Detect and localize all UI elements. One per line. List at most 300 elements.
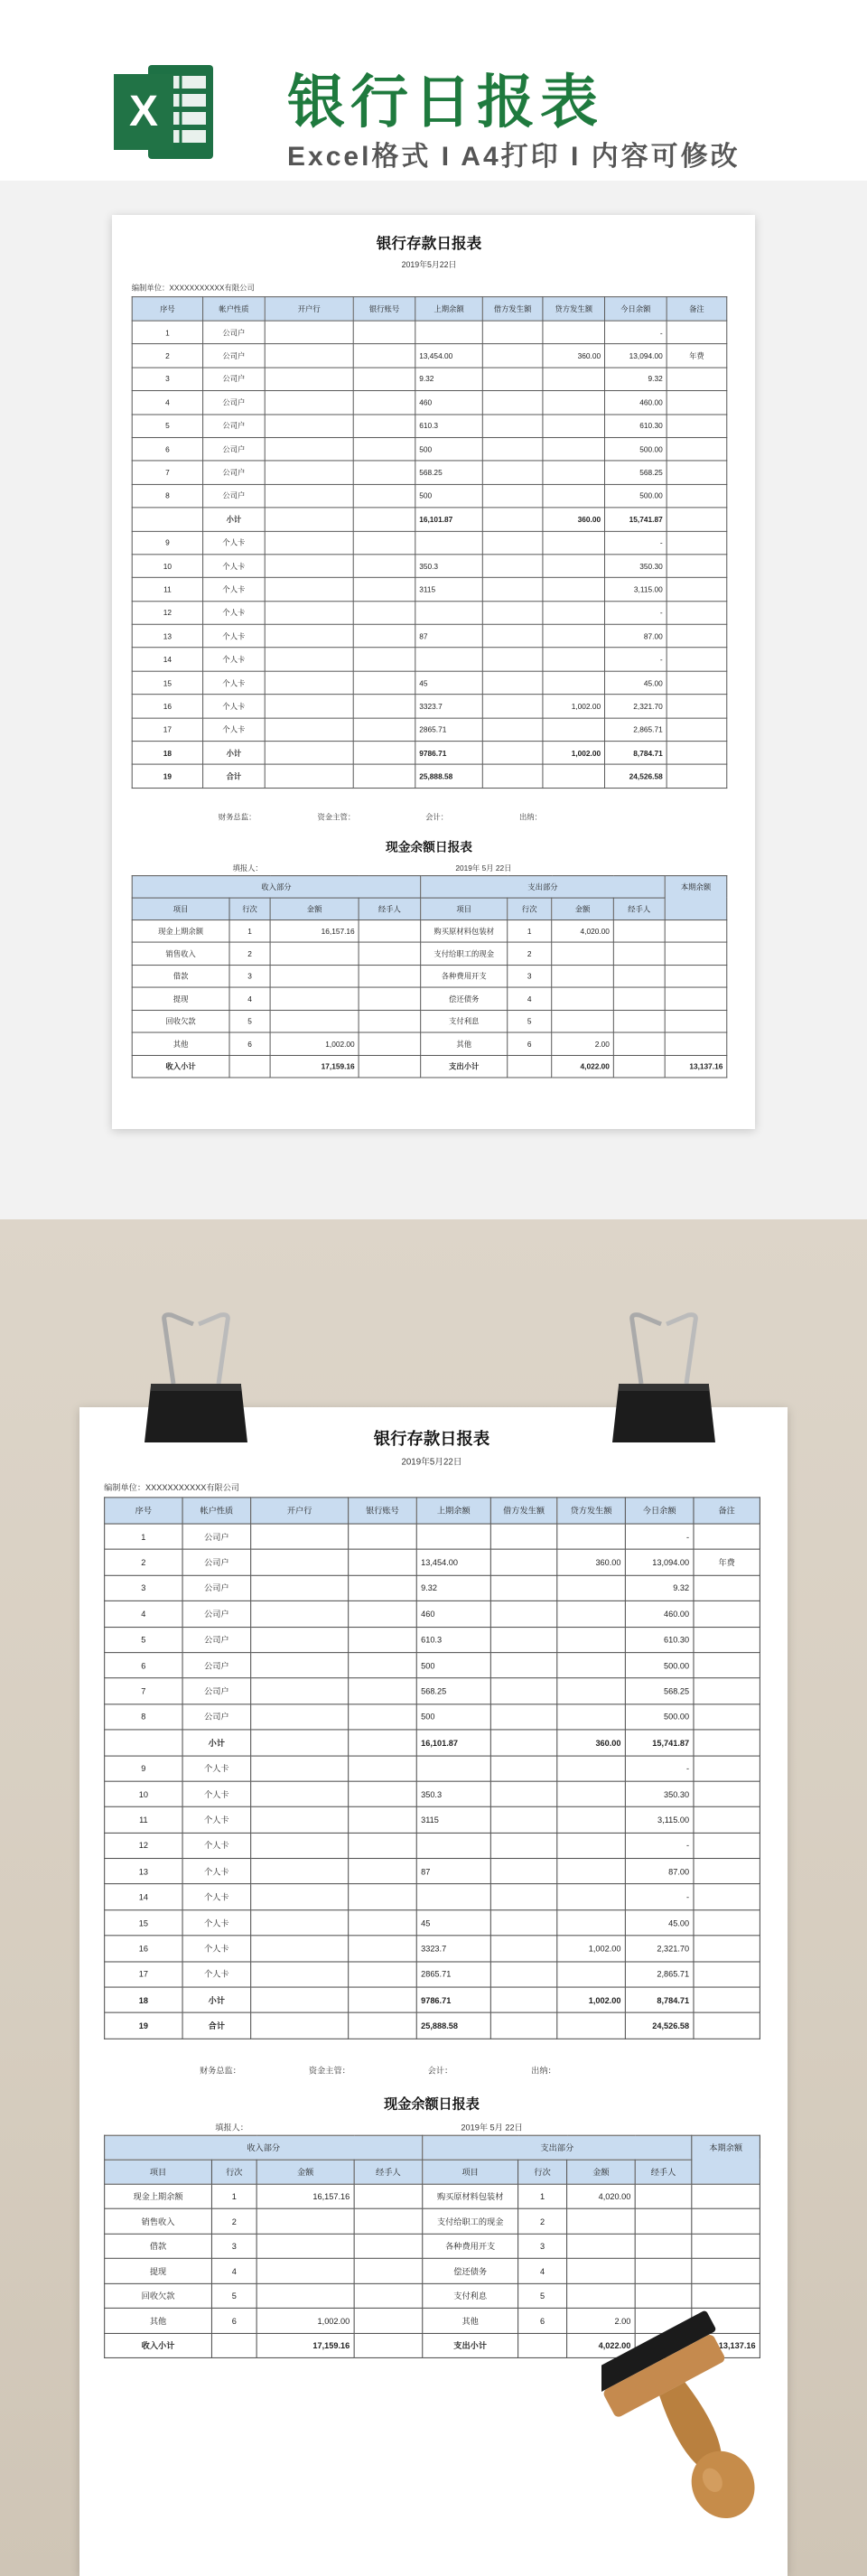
column-header: 项目: [132, 898, 229, 920]
column-header: 帐户性质: [203, 297, 266, 321]
table-row: [132, 671, 727, 695]
expense-amount: [552, 942, 614, 965]
debit-amount: [482, 321, 543, 344]
balance-cell: [692, 2234, 760, 2259]
account-number-cell: [349, 1962, 417, 1988]
unit-label: 编制单位：XXXXXXXXXXX有限公司: [131, 283, 255, 293]
account-type: 公司户: [182, 1550, 251, 1576]
previous-balance: 13,454.00: [416, 1550, 490, 1576]
account-type: 公司户: [203, 437, 266, 461]
today-balance: 460.00: [625, 1601, 694, 1628]
today-balance: -: [605, 321, 667, 344]
column-header: 借方发生额: [490, 1498, 556, 1524]
account-type: 小计: [182, 1730, 251, 1756]
column-header: 行次: [518, 2160, 567, 2184]
cash-group-header-row: [132, 875, 727, 898]
today-balance: 500.00: [625, 1704, 694, 1731]
table-row: [132, 648, 727, 671]
debit-amount: [482, 391, 543, 415]
empty-cell: [211, 2333, 256, 2358]
row-number: 8: [105, 1704, 182, 1731]
today-balance: 24,526.58: [605, 765, 667, 789]
today-balance: 3,115.00: [625, 1807, 694, 1834]
binder-clip-icon: [605, 1311, 722, 1447]
bank-cell: [251, 1653, 349, 1679]
row-number: 16: [132, 695, 202, 718]
column-header: 经手人: [354, 2160, 423, 2184]
account-number-cell: [353, 391, 415, 415]
today-balance: 350.30: [625, 1781, 694, 1807]
balance-header: 本期余额: [692, 2135, 760, 2184]
income-handler: [359, 919, 421, 942]
table-row: [132, 742, 727, 765]
account-number-cell: [353, 368, 415, 391]
debit-amount: [490, 1962, 556, 1988]
income-item: 销售收入: [105, 2209, 212, 2235]
column-header: 备注: [667, 297, 727, 321]
bank-cell: [251, 1627, 349, 1653]
previous-balance: 500: [416, 1653, 490, 1679]
income-amount: [270, 942, 359, 965]
account-type: 公司户: [203, 321, 266, 344]
previous-balance: 460: [415, 391, 482, 415]
bank-cell: [251, 1807, 349, 1834]
income-line-no: 1: [211, 2184, 256, 2209]
income-item: 提现: [132, 987, 229, 1010]
credit-amount: [543, 484, 605, 508]
previous-balance: 2865.71: [415, 718, 482, 742]
expense-amount: 2.00: [567, 2309, 636, 2334]
debit-amount: [482, 695, 543, 718]
previous-balance: 500: [416, 1704, 490, 1731]
expense-amount: [552, 965, 614, 987]
expense-handler: [635, 2184, 692, 2209]
upper-sheet: [112, 215, 755, 1129]
column-header: 序号: [105, 1498, 182, 1524]
expense-amount: [552, 987, 614, 1010]
expense-item: 支付给职工的现金: [423, 2209, 518, 2235]
document-title: 银行存款日报表: [376, 235, 482, 253]
row-number: 4: [132, 391, 202, 415]
signature-label: 会计：: [427, 2065, 453, 2076]
debit-amount: [490, 1936, 556, 1962]
account-number-cell: [349, 1756, 417, 1782]
row-number: 8: [132, 484, 202, 508]
credit-amount: [557, 1884, 626, 1910]
expense-line-no: 4: [518, 2259, 567, 2284]
bank-cell: [265, 555, 353, 578]
account-number-cell: [349, 1704, 417, 1731]
table-row: [132, 344, 727, 368]
balance-cell: [665, 1032, 727, 1055]
credit-amount: [543, 671, 605, 695]
table-row: [105, 2283, 760, 2309]
today-balance: -: [625, 1833, 694, 1859]
credit-amount: [543, 601, 605, 624]
balance-cell: [665, 987, 727, 1010]
column-header: 银行账号: [349, 1498, 417, 1524]
bank-cell: [251, 1704, 349, 1731]
note-cell: [694, 1601, 760, 1628]
account-type: 个人卡: [182, 1936, 251, 1962]
table-row: [105, 1653, 760, 1679]
income-line-no: 6: [211, 2309, 256, 2334]
expense-line-no: 1: [518, 2184, 567, 2209]
table-row: [105, 2013, 760, 2039]
column-header: 今日余额: [605, 297, 667, 321]
account-type: 个人卡: [203, 555, 266, 578]
income-amount: [270, 987, 359, 1010]
period-balance: 13,137.16: [692, 2333, 760, 2358]
note-cell: 年费: [667, 344, 727, 368]
account-number-cell: [349, 1678, 417, 1704]
account-type: 公司户: [182, 1524, 251, 1550]
expense-handler: [613, 919, 665, 942]
income-handler: [359, 965, 421, 987]
bank-cell: [265, 415, 353, 438]
debit-amount: [490, 1704, 556, 1731]
table-row: [132, 531, 727, 555]
income-item: 现金上期余额: [105, 2184, 212, 2209]
debit-amount: [490, 1756, 556, 1782]
column-header: 上期余额: [416, 1498, 490, 1524]
table-row: [132, 624, 727, 648]
note-cell: [694, 1859, 760, 1885]
account-type: 个人卡: [182, 1756, 251, 1782]
empty-cell: [613, 1055, 665, 1078]
note-cell: [667, 601, 727, 624]
table-row: [132, 368, 727, 391]
credit-amount: [543, 368, 605, 391]
today-balance: 13,094.00: [625, 1550, 694, 1576]
table-row: [105, 1987, 760, 2013]
account-type: 公司户: [203, 391, 266, 415]
bank-cell: [251, 1936, 349, 1962]
document-lower: [90, 1407, 773, 2358]
previous-balance: 460: [416, 1601, 490, 1628]
cash-report-meta: [119, 859, 739, 875]
bank-cell: [265, 624, 353, 648]
income-amount: [256, 2283, 354, 2309]
balance-header: 本期余额: [665, 875, 727, 919]
expense-total-label: 支出小计: [421, 1055, 508, 1078]
today-balance: 2,321.70: [605, 695, 667, 718]
previous-balance: 350.3: [415, 555, 482, 578]
bank-cell: [265, 368, 353, 391]
account-number-cell: [353, 437, 415, 461]
account-type: 公司户: [182, 1601, 251, 1628]
note-cell: [667, 437, 727, 461]
bank-cell: [265, 321, 353, 344]
expense-total: 4,022.00: [567, 2333, 636, 2358]
previous-balance: 568.25: [416, 1678, 490, 1704]
expense-amount: 4,020.00: [567, 2184, 636, 2209]
expense-line-no: 2: [518, 2209, 567, 2235]
income-item: 回收欠款: [132, 1010, 229, 1032]
column-header: 序号: [132, 297, 202, 321]
credit-amount: 1,002.00: [543, 695, 605, 718]
account-number-cell: [353, 695, 415, 718]
today-balance: 500.00: [605, 437, 667, 461]
credit-amount: [557, 1601, 626, 1628]
table-header-row: [132, 297, 727, 321]
expense-item: 购买原材料包装材: [421, 919, 508, 942]
table-row: [105, 1962, 760, 1988]
income-header: 收入部分: [132, 875, 420, 898]
account-number-cell: [349, 1730, 417, 1756]
empty-cell: [359, 1055, 421, 1078]
account-number-cell: [353, 742, 415, 765]
credit-amount: [543, 391, 605, 415]
account-type: 个人卡: [182, 1884, 251, 1910]
income-line-no: 2: [211, 2209, 256, 2235]
bank-cell: [265, 531, 353, 555]
expense-line-no: 1: [508, 919, 552, 942]
debit-amount: [482, 742, 543, 765]
note-cell: [694, 1524, 760, 1550]
note-cell: [667, 578, 727, 602]
previous-balance: [416, 1884, 490, 1910]
expense-line-no: 5: [508, 1010, 552, 1032]
row-number: 11: [105, 1807, 182, 1834]
income-total-label: 收入小计: [105, 2333, 212, 2358]
previous-balance: 45: [416, 1910, 490, 1937]
debit-amount: [482, 368, 543, 391]
today-balance: 9.32: [625, 1575, 694, 1601]
account-type: 小计: [182, 1987, 251, 2013]
note-cell: [667, 742, 727, 765]
credit-amount: 360.00: [543, 508, 605, 531]
table-row: [132, 919, 727, 942]
today-balance: 2,865.71: [605, 718, 667, 742]
signature-label: 资金主管：: [317, 812, 356, 822]
balance-cell: [665, 919, 727, 942]
column-header: 金额: [567, 2160, 636, 2184]
table-row: [132, 987, 727, 1010]
bank-cell: [265, 391, 353, 415]
income-handler: [354, 2283, 423, 2309]
income-item: 提现: [105, 2259, 212, 2284]
income-total: 17,159.16: [256, 2333, 354, 2358]
today-balance: 610.30: [605, 415, 667, 438]
debit-amount: [482, 624, 543, 648]
signature-label: 出纳：: [531, 2065, 556, 2076]
note-cell: [694, 2013, 760, 2039]
debit-amount: [490, 1601, 556, 1628]
credit-amount: 360.00: [557, 1730, 626, 1756]
expense-item: 各种费用开支: [421, 965, 508, 987]
signature-label: 财务总监：: [218, 812, 256, 822]
account-number-cell: [353, 718, 415, 742]
balance-cell: [692, 2259, 760, 2284]
debit-amount: [490, 1987, 556, 2013]
cash-report-date: 2019年 5月 22日: [455, 863, 512, 873]
account-number-cell: [349, 1859, 417, 1885]
income-amount: [256, 2259, 354, 2284]
note-cell: [694, 1987, 760, 2013]
bank-cell: [251, 1859, 349, 1885]
column-header: 经手人: [359, 898, 421, 920]
expense-line-no: 3: [518, 2234, 567, 2259]
bank-cell: [251, 1962, 349, 1988]
note-cell: [667, 461, 727, 484]
column-header: 项目: [105, 2160, 212, 2184]
debit-amount: [490, 1575, 556, 1601]
bank-cell: [265, 437, 353, 461]
row-number: 2: [105, 1550, 182, 1576]
expense-handler: [635, 2259, 692, 2284]
credit-amount: [557, 1781, 626, 1807]
today-balance: 8,784.71: [605, 742, 667, 765]
bank-cell: [265, 578, 353, 602]
bank-cell: [251, 1910, 349, 1937]
income-total-label: 收入小计: [132, 1055, 229, 1078]
account-number-cell: [353, 415, 415, 438]
bank-deposit-table: [132, 296, 728, 789]
expense-amount: [567, 2209, 636, 2235]
table-row: [105, 1807, 760, 1834]
debit-amount: [490, 1807, 556, 1834]
today-balance: 568.25: [605, 461, 667, 484]
income-amount: [270, 1010, 359, 1032]
credit-amount: [543, 415, 605, 438]
account-number-cell: [349, 1884, 417, 1910]
account-number-cell: [353, 624, 415, 648]
balance-cell: [692, 2184, 760, 2209]
column-header: 行次: [508, 898, 552, 920]
income-handler: [354, 2259, 423, 2284]
row-number: 4: [105, 1601, 182, 1628]
expense-handler: [613, 965, 665, 987]
credit-amount: [557, 1859, 626, 1885]
row-number: 19: [132, 765, 202, 789]
table-row: [105, 1627, 760, 1653]
account-number-cell: [349, 2013, 417, 2039]
expense-item: 偿还债务: [421, 987, 508, 1010]
account-type: 个人卡: [182, 1910, 251, 1937]
credit-amount: [543, 321, 605, 344]
note-cell: [667, 624, 727, 648]
today-balance: 9.32: [605, 368, 667, 391]
debit-amount: [490, 1833, 556, 1859]
previous-balance: [415, 648, 482, 671]
cash-report-title: 现金余额日报表: [384, 2095, 480, 2112]
account-number-cell: [353, 484, 415, 508]
row-number: 5: [105, 1627, 182, 1653]
debit-amount: [482, 531, 543, 555]
credit-amount: [543, 718, 605, 742]
account-type: 公司户: [203, 484, 266, 508]
note-cell: [667, 648, 727, 671]
credit-amount: [557, 1627, 626, 1653]
previous-balance: 16,101.87: [415, 508, 482, 531]
debit-amount: [482, 648, 543, 671]
bank-cell: [251, 1550, 349, 1576]
row-number: 1: [132, 321, 202, 344]
note-cell: [694, 1833, 760, 1859]
note-cell: [667, 718, 727, 742]
document-date: 2019年5月22日: [401, 259, 457, 269]
expense-line-no: 6: [508, 1032, 552, 1055]
row-number: 17: [132, 718, 202, 742]
column-header: 上期余额: [415, 297, 482, 321]
account-type: 个人卡: [203, 695, 266, 718]
document-title: 银行存款日报表: [373, 1429, 490, 1449]
today-balance: 87.00: [625, 1859, 694, 1885]
debit-amount: [482, 508, 543, 531]
table-row: [132, 508, 727, 531]
debit-amount: [490, 1550, 556, 1576]
bank-cell: [265, 344, 353, 368]
expense-line-no: 3: [508, 965, 552, 987]
debit-amount: [482, 671, 543, 695]
account-type: 个人卡: [182, 1833, 251, 1859]
expense-total: 4,022.00: [552, 1055, 614, 1078]
balance-cell: [665, 1010, 727, 1032]
table-row: [132, 484, 727, 508]
empty-cell: [354, 2333, 423, 2358]
row-number: 9: [105, 1756, 182, 1782]
debit-amount: [490, 2013, 556, 2039]
credit-amount: [557, 1678, 626, 1704]
expense-handler: [613, 987, 665, 1010]
income-handler: [359, 1032, 421, 1055]
column-header: 借方发生额: [482, 297, 543, 321]
column-header: 行次: [229, 898, 270, 920]
row-number: 3: [105, 1575, 182, 1601]
column-header: 开户行: [251, 1498, 349, 1524]
account-type: 公司户: [203, 368, 266, 391]
row-number: 6: [105, 1653, 182, 1679]
bank-cell: [251, 1730, 349, 1756]
row-number: 15: [132, 671, 202, 695]
account-number-cell: [349, 1936, 417, 1962]
row-number: 16: [105, 1936, 182, 1962]
debit-amount: [490, 1524, 556, 1550]
expense-amount: [567, 2283, 636, 2309]
bank-cell: [251, 1781, 349, 1807]
income-item: 借款: [105, 2234, 212, 2259]
expense-item: 支付给职工的现金: [421, 942, 508, 965]
signature-line: [119, 811, 739, 824]
expense-line-no: 4: [508, 987, 552, 1010]
previous-balance: 45: [415, 671, 482, 695]
column-header: 经手人: [635, 2160, 692, 2184]
previous-balance: [415, 531, 482, 555]
expense-item: 其他: [421, 1032, 508, 1055]
bank-cell: [265, 648, 353, 671]
income-item: 现金上期余额: [132, 919, 229, 942]
income-amount: 16,157.16: [256, 2184, 354, 2209]
table-row: [132, 1032, 727, 1055]
account-type: 公司户: [182, 1627, 251, 1653]
cash-report-title: 现金余额日报表: [385, 839, 473, 854]
credit-amount: [557, 1756, 626, 1782]
row-number: 14: [105, 1884, 182, 1910]
note-cell: [694, 1653, 760, 1679]
debit-amount: [490, 1781, 556, 1807]
column-header: 金额: [270, 898, 359, 920]
row-number: [132, 508, 202, 531]
account-number-cell: [349, 1807, 417, 1834]
note-cell: [667, 368, 727, 391]
account-type: 个人卡: [182, 1859, 251, 1885]
credit-amount: [543, 648, 605, 671]
income-line-no: 3: [229, 965, 270, 987]
account-number-cell: [349, 1627, 417, 1653]
page-title: 银行日报表: [287, 70, 603, 135]
account-type: 公司户: [203, 461, 266, 484]
